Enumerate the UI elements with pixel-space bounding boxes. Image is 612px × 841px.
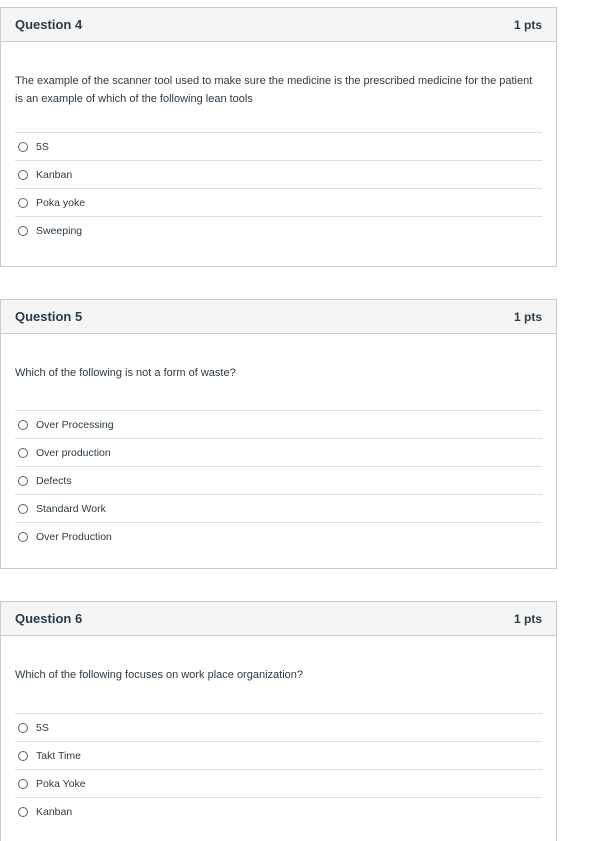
answer-label: Poka Yoke: [36, 777, 86, 790]
question-card-4: [0, 7, 557, 267]
question-points: 1 pts: [513, 611, 542, 626]
radio-button[interactable]: [18, 476, 28, 486]
answer-label: Defects: [36, 474, 72, 487]
question-title: Question 5: [15, 309, 83, 324]
question-header: [1, 300, 556, 334]
radio-button[interactable]: [18, 142, 28, 152]
answer-label: 5S: [36, 140, 49, 153]
answer-label: Kanban: [36, 168, 73, 181]
question-header: [1, 602, 556, 636]
radio-button[interactable]: [18, 723, 28, 733]
question-points: 1 pts: [513, 17, 542, 32]
answer-list: [15, 132, 542, 244]
answer-option[interactable]: [15, 741, 542, 769]
question-card-5: [0, 299, 557, 569]
answer-option[interactable]: [15, 522, 542, 550]
answer-option[interactable]: [15, 769, 542, 797]
answer-label: Kanban: [36, 805, 73, 818]
answer-label: Poka yoke: [36, 196, 86, 209]
radio-button[interactable]: [18, 226, 28, 236]
answer-option[interactable]: [15, 438, 542, 466]
question-title: Question 4: [15, 17, 83, 32]
radio-button[interactable]: [18, 751, 28, 761]
answer-option[interactable]: [15, 797, 542, 825]
radio-button[interactable]: [18, 779, 28, 789]
answer-option[interactable]: [15, 494, 542, 522]
answer-label: 5S: [36, 721, 49, 734]
question-text: Which of the following is not a form of waste?: [15, 367, 236, 379]
answer-option[interactable]: [15, 216, 542, 244]
answer-option[interactable]: [15, 188, 542, 216]
question-header: [1, 8, 556, 42]
answer-label: Over Processing: [36, 418, 114, 431]
radio-button[interactable]: [18, 807, 28, 817]
radio-button[interactable]: [18, 170, 28, 180]
answer-option[interactable]: [15, 466, 542, 494]
radio-button[interactable]: [18, 504, 28, 514]
question-title: Question 6: [15, 611, 83, 626]
answer-option[interactable]: [15, 410, 542, 438]
answer-label: Over Production: [36, 530, 112, 543]
answer-label: Sweeping: [36, 224, 83, 237]
question-text: Which of the following focuses on work place organization?: [15, 669, 303, 681]
radio-button[interactable]: [18, 448, 28, 458]
radio-button[interactable]: [18, 532, 28, 542]
answer-label: Takt Time: [36, 749, 81, 762]
answer-option[interactable]: [15, 160, 542, 188]
answer-label: Standard Work: [36, 502, 106, 515]
question-points: 1 pts: [513, 309, 542, 324]
answer-list: [15, 713, 542, 825]
answer-list: [15, 410, 542, 550]
answer-label: Over production: [36, 446, 111, 459]
question-card-6: [0, 601, 557, 841]
radio-button[interactable]: [18, 198, 28, 208]
answer-option[interactable]: [15, 713, 542, 741]
question-text: The example of the scanner tool used to make sure the medicine is the prescribed medicine for the patient is an example of which of the following lean tools: [15, 75, 533, 105]
radio-button[interactable]: [18, 420, 28, 430]
answer-option[interactable]: [15, 132, 542, 160]
